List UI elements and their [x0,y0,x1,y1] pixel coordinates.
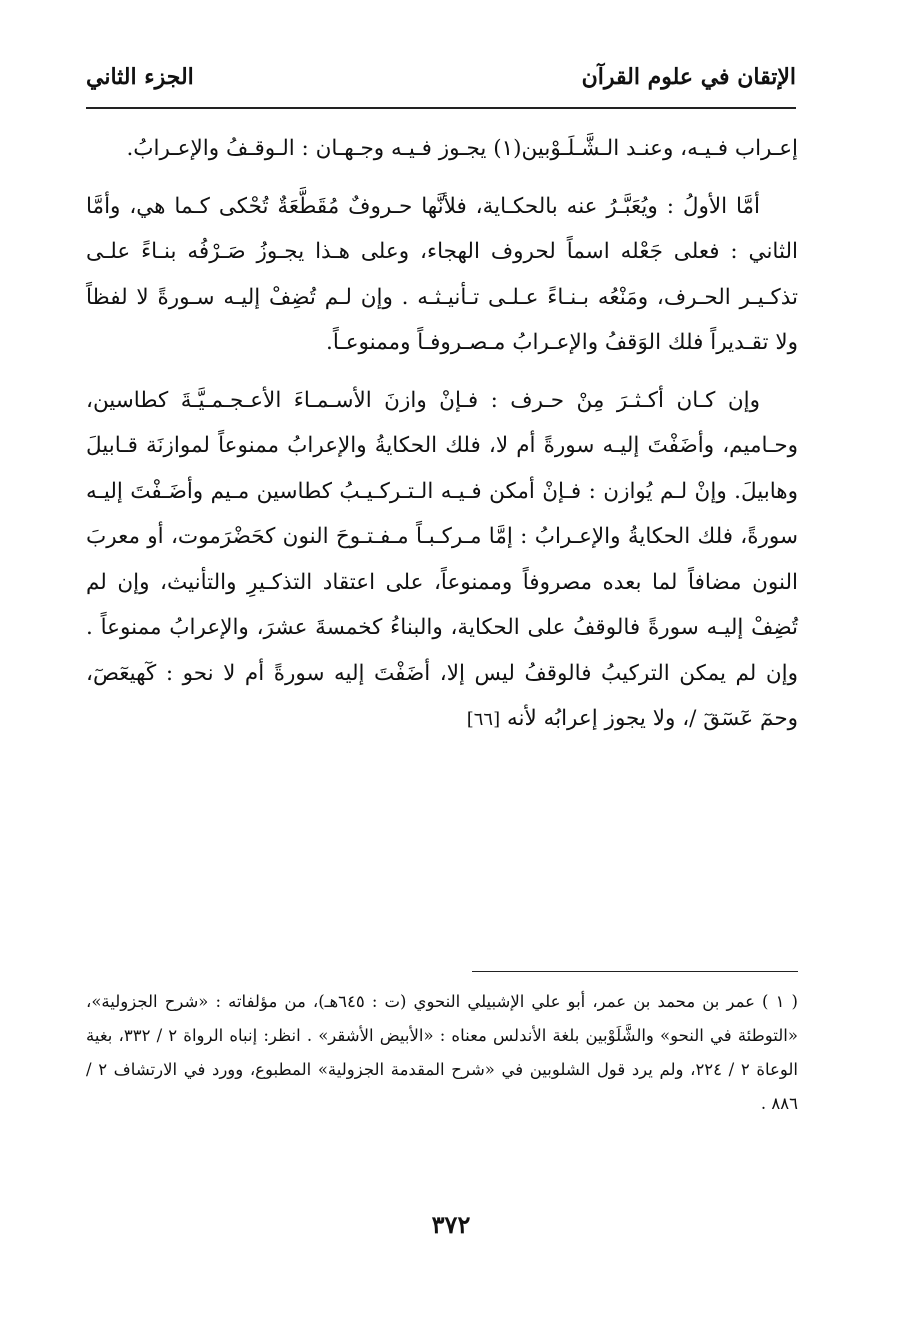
footnote [86,985,798,1121]
paragraph-text: وإن كـان أكـثـرَ مِنْ حـرف : فـإنْ وازنَ الأسـمـاءَ الأعـجـمـيَّـةَ كطاسين، وحـاميم، وأضَفْتَ إليـه سورةً أم لا، فلك الحكايةُ والإعرابُ ممنوعاً لموازنَة قـابيلَ وهابيلَ. وإنْ لـم يُوازن : فـإنْ أمكن فـيـه الـتـركـيـبُ كطاسين مـيم وأضَـفْتَ إليـه سورةً، فلك الحكايةُ والإعـرابُ : إمَّا مـركـبـاً مـفـتـوحَ النون كحَضْرَموت، أو معربَ النون مضافاً لما بعده مصروفاً وممنوعاً، على اعتقاد التذكـيرِ والتأنيث، وإن لم تُضِفْ إليـه سورةً فالوقفُ على الحكاية، والبناءُ كخمسةَ عشرَ، والإعرابُ ممنوعاً . وإن لم يمكن التركيبُ فالوقفُ ليس إلا، أضَفْتَ إليه سورةً أم لا نحو : كٓهيعٓصٓ، وحمٓ عٓسٓقٓ /، ولا يجوز إعرابُه لأنه [86,387,798,731]
paragraph: إعـراب فـيـه، وعنـد الـشَّـلَـوْبين(١) يجـوز فـيـه وجـهـان : الـوقـفُ والإعـرابُ. [126,136,798,161]
footnote-rule [472,971,798,972]
main-text [86,126,798,743]
book-title: الإتقان في علوم القرآن [581,64,796,90]
paragraph: أمَّا الأولُ : ويُعَبَّـرُ عنه بالحكـاية، فلأنَّها حـروفٌ مُقَطَّعَةٌ تُحْكى كـما هي، وأمَّا الثاني : فعلى جَعْله اسماً لحروف الهجاء، وعلى هـذا يجـوزُ صَـرْفُه بنـاءً علـى تذكـيـر الحـرف، ومَنْعُه بـنـاءً عـلـى تـأنيـثـه . وإن لـم تُضِفْ إليـه سـورةً لا لفظاً ولا تقـديراً فلك الوَقفُ والإعـرابُ مـصـروفـاً وممنوعـاً. [86,193,798,355]
page-marker: [٦٦] [466,709,501,730]
part-label: الجزء الثاني [86,64,194,90]
page-number: ٣٧٢ [431,1210,471,1239]
running-header [86,56,796,100]
footnote-text: ( ١ ) عمر بن محمد بن عمر، أبو علي الإشبيلي النحوي (ت : ٦٤٥هـ)، من مؤلفاته : «شرح الجزولية»، «التوطئة في النحو» والشَّلَوْبين بلغة الأندلس معناه : «الأبيض الأشقر» . انظر: إنباه الرواة ٢ / ٣٣٢، بغية الوعاة ٢ / ٢٢٤، ولم يرد قول الشلوبين في «شرح المقدمة الجزولية» المطبوع، وورد في الارتشاف ٢ / ٨٨٦ . [86,992,798,1113]
header-rule [86,107,796,109]
paragraph [86,378,798,743]
